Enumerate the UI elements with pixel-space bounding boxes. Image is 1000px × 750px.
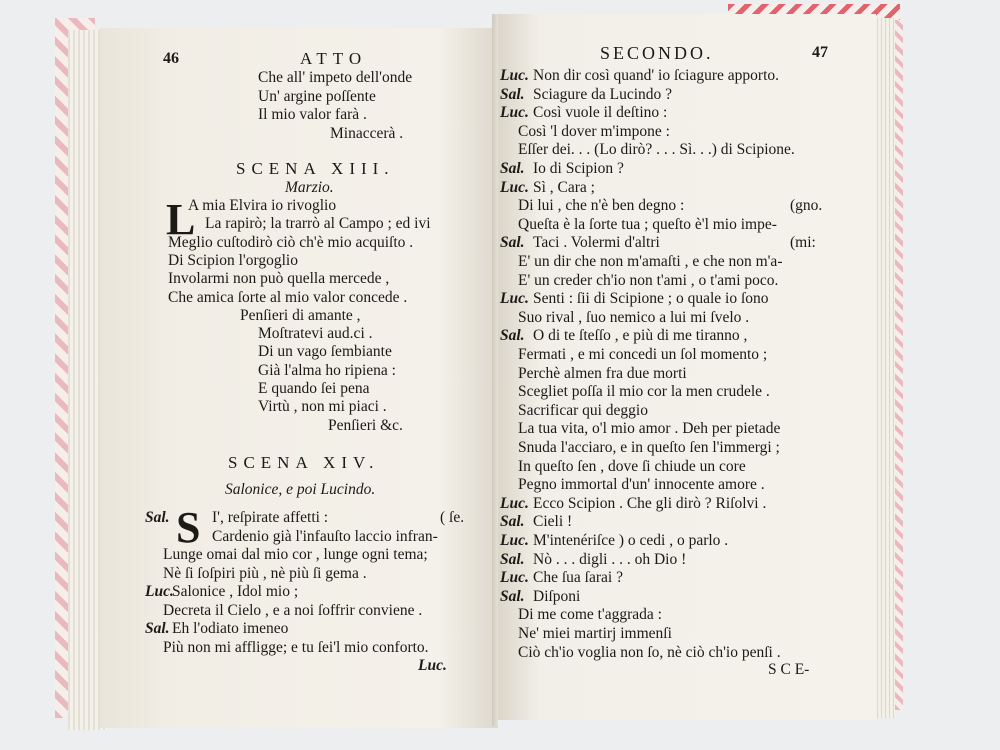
verse-line: Già l'alma ho ripiena :	[258, 361, 396, 379]
verse-line: Un' argine poſſente	[258, 88, 376, 105]
page-number: 46	[163, 50, 179, 67]
verse-line: Perchè almen fra due morti	[518, 364, 687, 382]
verse-line: Lunge omai dal mio cor , lunge ogni tema;	[163, 546, 428, 563]
verse-line: Queſta è la ſorte tua ; queſto è'l mio impe-	[518, 215, 777, 233]
speaker-label: Luc.	[500, 104, 529, 122]
verse-line: Pegno immortal d'un' innocente amore .	[518, 476, 765, 494]
speaker-label: Sal.	[500, 550, 525, 568]
speaker-label: Luc.	[500, 178, 529, 196]
verse-line: Involarmi non può quella mercede ,	[168, 270, 390, 288]
verse-line: Sciagure da Lucindo ?	[533, 85, 673, 103]
verse-line: Sacrificar qui deggio	[518, 401, 648, 419]
speaker-label: Luc.	[500, 67, 529, 84]
marbled-endpaper-right	[895, 20, 903, 710]
verse-line: Eh l'odiato imeneo	[172, 620, 289, 637]
verse-line: E quando ſei pena	[258, 380, 370, 397]
verse-line: Suo rival , ſuo nemico a lui mi ſvelo .	[518, 308, 750, 326]
drop-cap: L	[166, 195, 196, 244]
scene-characters: Salonice, e poi Lucindo.	[225, 481, 376, 498]
verse-line: A mia Elvira io rivoglio	[188, 197, 337, 214]
running-head: ATTO	[300, 49, 368, 68]
verse-line: Ciò ch'io voglia non ſo, nè ciò ch'io penſi .	[518, 643, 781, 661]
book-gutter	[492, 14, 498, 726]
speaker-label: Sal.	[145, 620, 170, 637]
verse-line: Senti : ſii di Scipione ; o quale io ſono	[533, 290, 769, 308]
verse-line: Eſſer dei. . . (Lo dirò? . . . Sì. . .) di Scipione.	[518, 141, 795, 159]
scene-characters: Marzio.	[285, 179, 334, 196]
speaker-label: Luc.	[500, 290, 529, 308]
speaker-label: Sal.	[500, 234, 525, 252]
scene-title: SCENA XIII.	[236, 159, 395, 178]
verse-line: Virtù , non mi piaci .	[258, 398, 387, 416]
verse-line: Moſtratevi aud.ci .	[258, 325, 373, 343]
verse-line: Ecco Scipion . Che gli dirò ? Riſolvi .	[533, 494, 767, 512]
verse-line: La rapirò; la trarrò al Campo ; ed ivi	[205, 215, 431, 233]
verse-line: Così 'l dover m'impone :	[518, 122, 670, 140]
verse-line: Decreta il Cielo , e a noi ſoffrir conviene .	[163, 601, 423, 619]
drop-cap: S	[176, 503, 201, 552]
speaker-label: Sal.	[500, 513, 525, 531]
verse-line: Il mio valor farà .	[258, 106, 367, 123]
verse-line: Taci . Volermi d'altri	[533, 234, 660, 252]
verse-line: E' un dir che non m'amaſti , e che non m'a-	[518, 253, 783, 270]
verse-line: Diſponi	[533, 587, 581, 605]
speaker-label: Sal.	[500, 327, 525, 345]
aside-note: (gno.	[790, 197, 823, 215]
verse-line: Penſieri di amante ,	[240, 306, 361, 324]
verse-line: Snuda l'acciaro, e in queſto ſen l'immergi ;	[518, 439, 780, 456]
aside-note: (mi:	[790, 234, 816, 252]
verse-line: Non dir così quand' io ſciagure apporto.	[533, 67, 779, 84]
verse-line: Penſieri &c.	[328, 416, 403, 434]
catchword: S C E-	[768, 661, 810, 678]
verse-line: Cieli !	[533, 513, 573, 531]
verse-line: Di un vago ſembiante	[258, 343, 392, 361]
speaker-label: Luc.	[145, 583, 174, 600]
verse-line: I', reſpirate affetti :	[212, 509, 329, 526]
speaker-label: Luc.	[500, 494, 529, 512]
verse-line: E' un creder ch'io non t'ami , o t'ami poco.	[518, 271, 779, 289]
verse-line: Fermati , e mi concedi un ſol momento ;	[518, 346, 768, 363]
verse-line: Che amica ſorte al mio valor concede .	[168, 288, 408, 306]
verse-line: M'intenériſce ) o cedi , o parlo .	[533, 532, 729, 549]
scene-title: SCENA XIV.	[228, 453, 380, 472]
verse-line: O di te ſteſſo , e più di me tiranno ,	[533, 327, 748, 345]
verse-line: Sì , Cara ;	[533, 178, 595, 196]
verse-line: Che all' impeto dell'onde	[258, 69, 413, 86]
verse-line: Ne' miei martirj immenſi	[518, 625, 672, 642]
verse-line: Salonice , Idol mio ;	[172, 583, 299, 600]
verse-line: Così vuole il deſtino :	[533, 104, 668, 122]
page-number: 47	[812, 44, 828, 61]
speaker-label: Sal.	[500, 85, 525, 103]
verse-line: Di Scipion l'orgoglio	[168, 251, 298, 269]
speaker-label: Sal.	[500, 587, 525, 605]
aside-note: ( ſe.	[440, 509, 465, 526]
speaker-label: Luc.	[500, 532, 529, 549]
speaker-label: Sal.	[145, 509, 170, 526]
verse-line: Minaccerà .	[330, 125, 404, 142]
verse-line: Nò . . . digli . . . oh Dio !	[533, 550, 687, 568]
running-head: SECONDO.	[600, 43, 714, 63]
verse-line: Scegliet poſſa il mio cor la men crudele .	[518, 383, 770, 401]
catchword: Luc.	[418, 657, 447, 674]
verse-line: Di me come t'aggrada :	[518, 606, 662, 624]
verse-line: Di lui , che n'è ben degno :	[518, 197, 685, 215]
verse-line: Nè ſi ſoſpiri più , nè più ſi gema .	[163, 564, 367, 582]
speaker-label: Luc.	[500, 569, 529, 587]
verse-line: Che ſua ſarai ?	[533, 569, 623, 587]
verse-line: Io di Scipion ?	[533, 160, 624, 177]
verse-line: La tua vita, o'l mio amor . Deh per pietade	[518, 420, 781, 438]
verse-line: Meglio cuſtodirò ciò ch'è mio acquiſto .	[168, 233, 414, 251]
verse-line: In queſto ſen , dove ſi chiude un core	[518, 457, 746, 475]
verse-line: Più non mi affligge; e tu ſei'l mio conforto.	[163, 638, 429, 656]
verse-line: Cardenio già l'infauſto laccio infran-	[212, 527, 438, 545]
speaker-label: Sal.	[500, 160, 525, 177]
